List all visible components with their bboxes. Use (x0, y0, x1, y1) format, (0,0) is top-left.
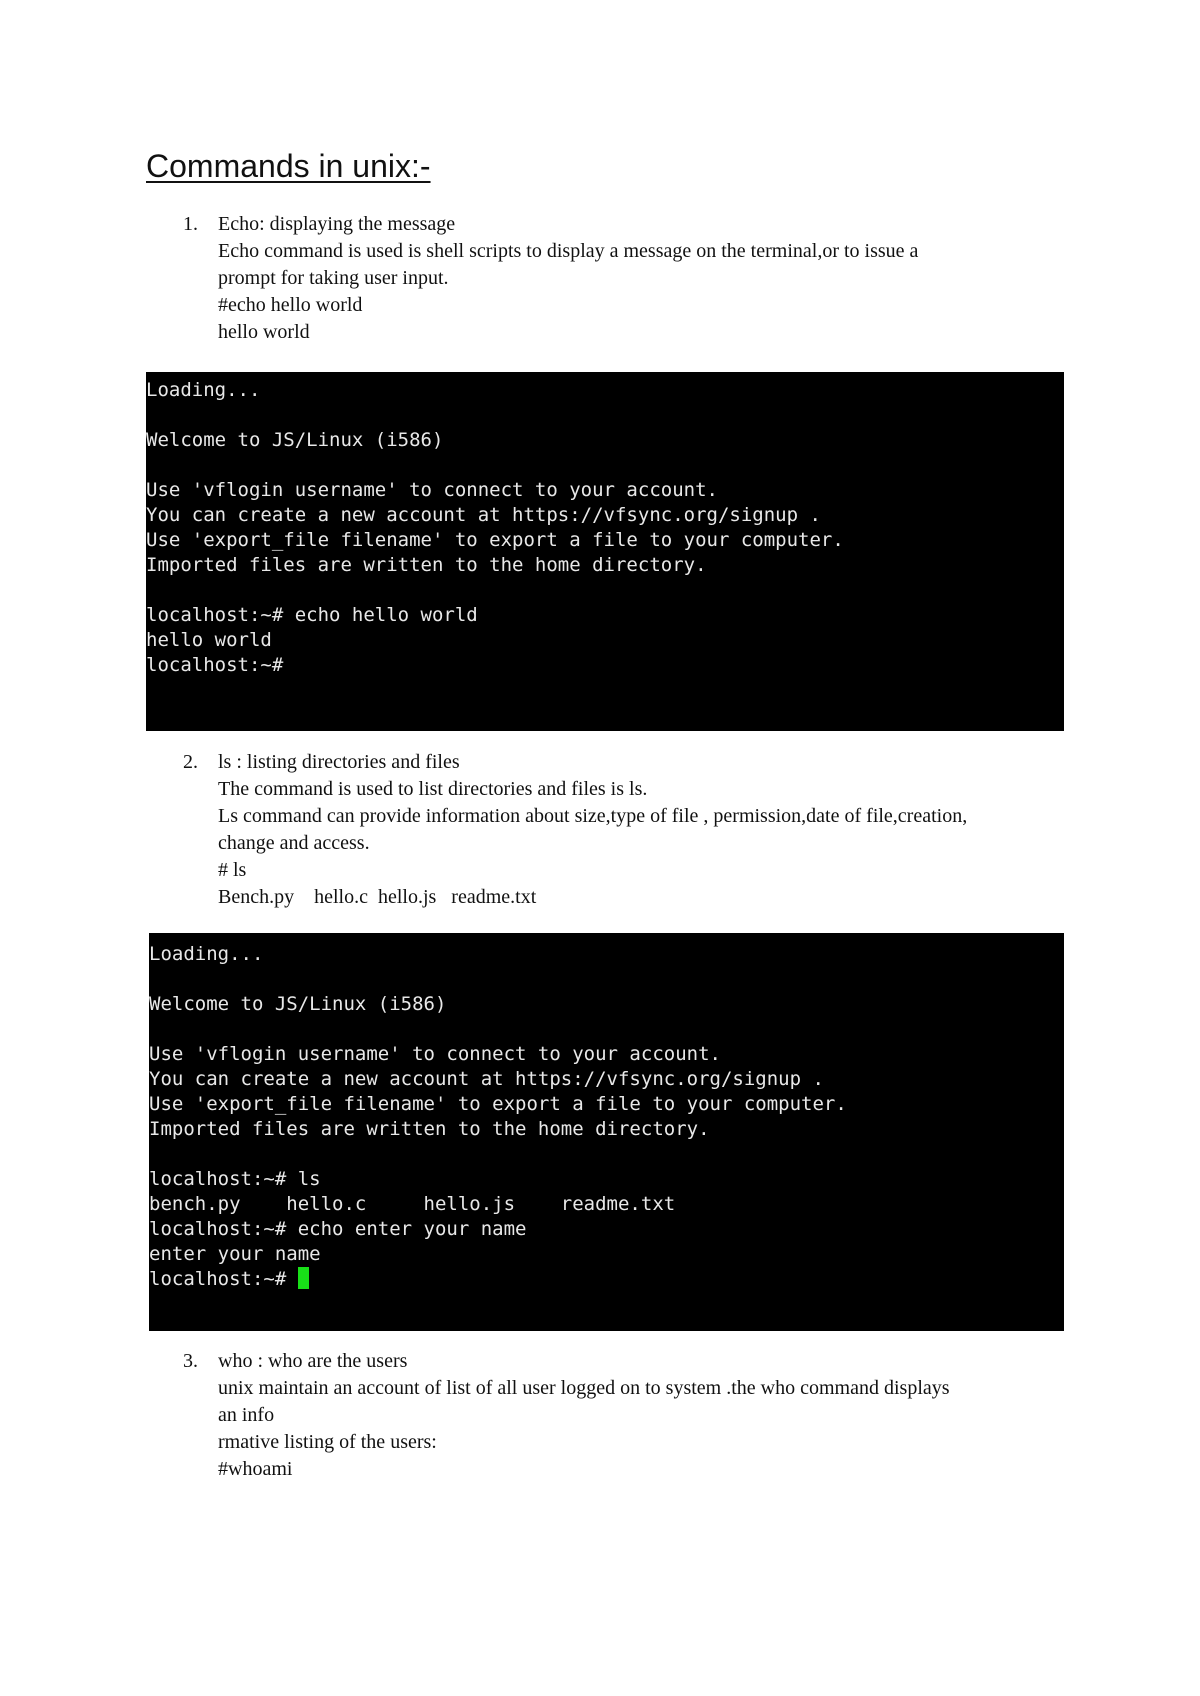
terminal-line (149, 1142, 1064, 1167)
item-heading: Echo: displaying the message (218, 213, 456, 235)
command-output: Bench.py hello.c hello.js readme.txt (218, 886, 537, 908)
terminal-line (146, 453, 1064, 478)
item-text: unix maintain an account of list of all user logged on to system .the who command displays (218, 1377, 950, 1399)
terminal-line: Imported files are written to the home directory. (149, 1118, 710, 1140)
item-text: rmative listing of the users: (218, 1431, 437, 1453)
terminal-line (149, 1017, 1064, 1042)
list-number: 2. (183, 751, 198, 773)
terminal-line: Use 'export_file filename' to export a file to your computer. (146, 529, 844, 551)
terminal-line: Use 'vflogin username' to connect to your account. (146, 479, 718, 501)
terminal-line: bench.py hello.c hello.js readme.txt (149, 1193, 676, 1215)
terminal-line (146, 403, 1064, 428)
terminal-line: Imported files are written to the home directory. (146, 554, 707, 576)
item-text: change and access. (218, 832, 370, 854)
terminal-line: Loading... (146, 379, 261, 401)
terminal-line: localhost:~# echo hello world (146, 604, 478, 626)
item-text: Echo command is used is shell scripts to display a message on the terminal,or to issue a (218, 240, 919, 262)
list-item-body (218, 1348, 1063, 1483)
terminal-line: localhost:~# echo enter your name (149, 1218, 527, 1240)
terminal-line: enter your name (149, 1243, 321, 1265)
terminal-line: Welcome to JS/Linux (i586) (149, 993, 447, 1015)
terminal-line: Use 'export_file filename' to export a file to your computer. (149, 1093, 847, 1115)
terminal-prompt: localhost:~# (149, 1268, 298, 1290)
terminal-line: Loading... (149, 943, 264, 965)
terminal-line (146, 578, 1064, 603)
terminal-line: Use 'vflogin username' to connect to your account. (149, 1043, 721, 1065)
terminal-line: hello world (146, 629, 272, 651)
terminal-line: localhost:~# ls (149, 1168, 321, 1190)
terminal-line: You can create a new account at https://vfsync.org/signup . (149, 1068, 824, 1090)
terminal-line: localhost:~# (146, 654, 284, 676)
terminal-line: You can create a new account at https://vfsync.org/signup . (146, 504, 821, 526)
list-number: 3. (183, 1350, 198, 1372)
item-heading: ls : listing directories and files (218, 751, 460, 773)
terminal-prompt-line (149, 1267, 1064, 1292)
terminal-line (149, 967, 1064, 992)
item-text: Ls command can provide information about size,type of file , permission,date of file,creation, (218, 805, 968, 827)
item-text: prompt for taking user input. (218, 267, 449, 289)
list-number: 1. (183, 213, 198, 235)
terminal-screenshot-echo (146, 372, 1064, 731)
item-text: an info (218, 1404, 275, 1426)
command-example: # ls (218, 859, 247, 881)
page-title: Commands in unix:- (146, 148, 431, 184)
item-text: The command is used to list directories and files is ls. (218, 778, 648, 800)
list-item-body (218, 749, 1063, 911)
cursor-block (298, 1267, 309, 1289)
list-item-body (218, 211, 1063, 346)
terminal-screenshot-ls (149, 933, 1064, 1331)
command-output: hello world (218, 321, 310, 343)
item-heading: who : who are the users (218, 1350, 408, 1372)
command-example: #whoami (218, 1458, 293, 1480)
command-example: #echo hello world (218, 294, 363, 316)
terminal-line: Welcome to JS/Linux (i586) (146, 429, 444, 451)
